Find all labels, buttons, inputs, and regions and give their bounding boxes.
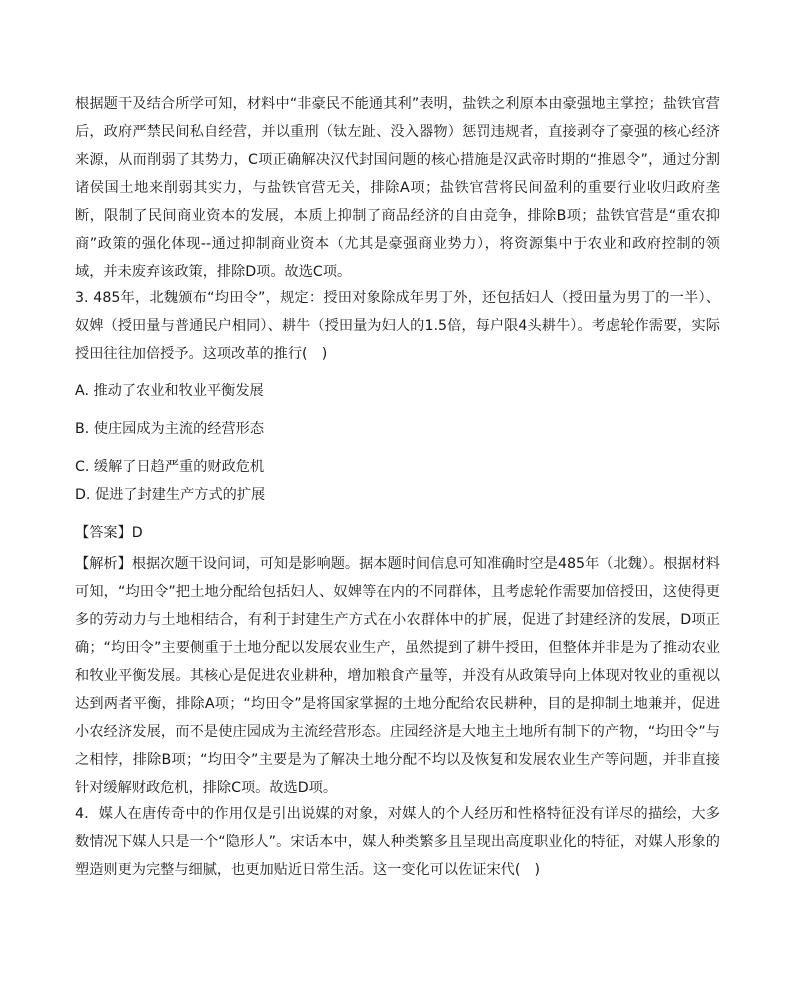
q3-stem: 3. 485年，北魏颁布“均田令”，规定：授田对象除成年男丁外，还包括妇人（授田量为男丁的一半）、奴婢（授田量与普通民户相同）、耕牛（授田量为妇人的1.5倍，每户限4头耕牛）。考虑轮作需要，实际授田往往加倍授予。这项改革的推行( ) bbox=[75, 290, 720, 362]
q3-option-a: A. 推动了农业和牧业平衡发展 bbox=[75, 383, 264, 399]
q2-explanation-paragraph: 根据题干及结合所学可知，材料中“非豪民不能通其利”表明，盐铁之利原本由豪强地主掌控；盐铁官营后，政府严禁民间私自经营，并以重刑（钛左趾、没入器物）惩罚违规者，直接剥夺了豪强的核心经济来源，从而削弱了其势力，C项正确解决汉代封国问题的核心措施是汉武帝时期的“推恩令”，通过分割诸侯国土地来削弱其实力，与盐铁官营无关，排除A项；盐铁官营将民间盈利的重要行业收归政府垄断，限制了民间商业资本的发展，本质上抑制了商品经济的自由竞争，排除B项；盐铁官营是“重农抑商”政策的强化体现--通过抑制商业资本（尤其是豪强商业势力），将资源集中于农业和政府控制的领域，并未废弃该政策，排除D项。故选C项。 bbox=[75, 96, 720, 280]
q3-option-c: C. 缓解了日趋严重的财政危机 bbox=[75, 459, 265, 475]
q3-option-b: B. 使庄园成为主流的经营形态 bbox=[75, 421, 265, 437]
q3-explanation-paragraph: 【解析】根据次题干设问词，可知是影响题。据本题时间信息可知准确时空是485年（北魏）。根据材料可知，“均田令”把土地分配给包括妇人、奴婢等在内的不同群体，且考虑轮作需要加倍授田，这使得更多的劳动力与土地相结合，有利于封建生产方式在小农群体中的扩展，促进了封建经济的发展，D项正确；“均田令”主要侧重于土地分配以发展农业生产，虽然提到了耕牛授田，但整体并非是为了推动农业和牧业平衡发展。其核心是促进农业耕种，增加粮食产量等，并没有从政策导向上体现对牧业的重视以达到两者平衡，排除A项；“均田令”是将国家掌握的土地分配给农民耕种，目的是抑制土地兼并，促进小农经济发展，而不是使庄园成为主流经营形态。庄园经济是大地主土地所有制下的产物，“均田令”与之相悖，排除B项；“均田令”主要是为了解决土地分配不均以及恢复和发展农业生产等问题，并非直接针对缓解财政危机，排除C项。故选D项。 bbox=[75, 556, 720, 796]
q4-stem: 4．媒人在唐传奇中的作用仅是引出说媒的对象，对媒人的个人经历和性格特征没有详尽的描绘，大多数情况下媒人只是一个“隐形人”。宋话本中，媒人种类繁多且呈现出高度职业化的特征，对媒人形象的塑造则更为完整与细腻，也更加贴近日常生活。这一变化可以佐证宋代( ) bbox=[75, 806, 720, 878]
q3-option-d: D. 促进了封建生产方式的扩展 bbox=[75, 487, 266, 503]
q3-answer: 【答案】D bbox=[75, 525, 143, 541]
